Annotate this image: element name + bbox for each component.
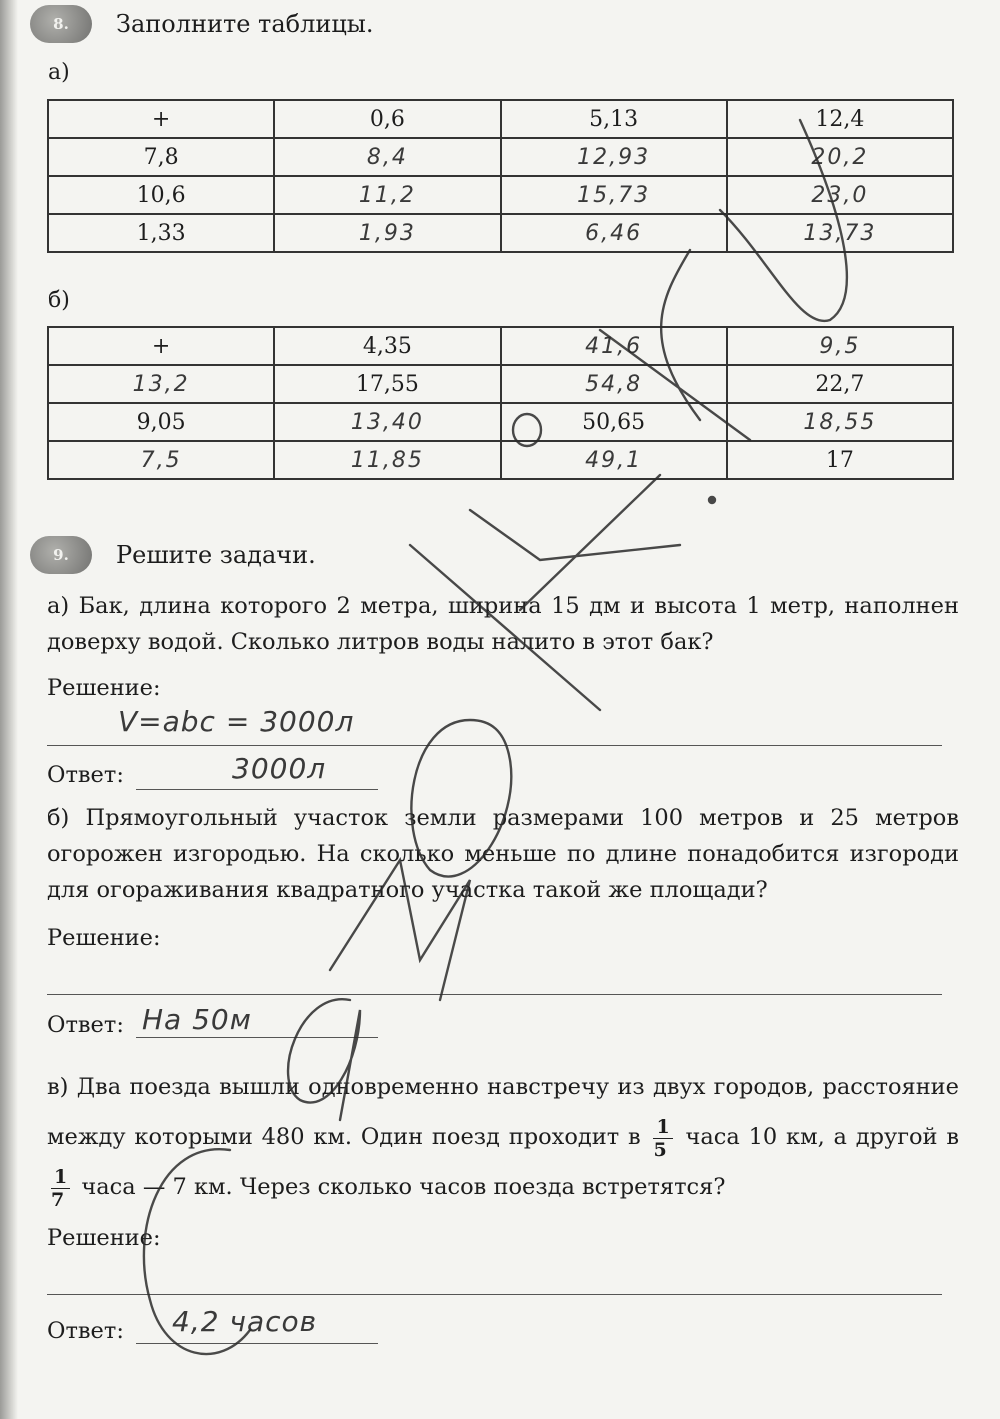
handwritten-cell: 49,1	[501, 441, 727, 479]
answer-handwriting-c: 4,2 часов	[172, 1305, 318, 1338]
table-cell: +	[48, 327, 274, 365]
solution-label-b: Решение:	[47, 925, 161, 951]
watermark-stroke	[720, 120, 847, 321]
answer-handwriting-b: На 50м	[142, 1003, 252, 1036]
table-cell: 17,55	[274, 365, 500, 403]
handwritten-cell: 41,6	[501, 327, 727, 365]
problem-c-text-part: часа — 7 км. Через сколько часов поезда встретятся?	[81, 1174, 726, 1200]
table-cell: 17	[727, 441, 953, 479]
problem-b-text: б) Прямоугольный участок земли размерами 100 метров и 25 метров огорожен изгородью. На сколько меньше по длине понадобится изгороди для огораживания квадратного участка такой же площади?	[47, 805, 959, 903]
table-cell: 22,7	[727, 365, 953, 403]
table-cell: 7,8	[48, 138, 274, 176]
watermark-stroke	[470, 510, 680, 560]
handwritten-cell: 18,55	[727, 403, 953, 441]
task-8b-label: б)	[48, 288, 70, 313]
handwritten-cell: 12,93	[501, 138, 727, 176]
handwritten-cell: 1,93	[274, 214, 500, 252]
watermark-stroke	[600, 330, 750, 440]
table-cell: 10,6	[48, 176, 274, 214]
handwritten-cell: 13,40	[274, 403, 500, 441]
fraction-denominator: 5	[653, 1138, 667, 1161]
handwritten-cell: 15,73	[501, 176, 727, 214]
handwritten-cell: 11,85	[274, 441, 500, 479]
table-cell: 1,33	[48, 214, 274, 252]
task-9-title: Решите задачи.	[116, 541, 316, 569]
solution-handwriting-a: V=abc = 3000л	[118, 705, 355, 738]
handwritten-cell: 13,73	[727, 214, 953, 252]
handwritten-cell: 9,5	[727, 327, 953, 365]
table-cell: 0,6	[274, 100, 500, 138]
watermark-stroke	[144, 1149, 250, 1354]
table-cell: 12,4	[727, 100, 953, 138]
handwritten-cell: 11,2	[274, 176, 500, 214]
handwritten-cell: 13,2	[48, 365, 274, 403]
answer-label-c: Ответ:	[47, 1318, 124, 1344]
watermark-stroke	[661, 250, 700, 420]
table-cell: +	[48, 100, 274, 138]
problem-a-text: а) Бак, длина которого 2 метра, ширина 15 дм и высота 1 метр, наполнен доверху водой. Сколько литров воды налито в этот бак?	[47, 593, 959, 655]
table-cell: 4,35	[274, 327, 500, 365]
table-cell: 9,05	[48, 403, 274, 441]
fraction-denominator: 7	[51, 1188, 65, 1211]
task-9-number-badge: 9.	[30, 536, 92, 574]
fraction-numerator: 1	[51, 1166, 70, 1189]
solution-label-a: Решение:	[47, 675, 161, 701]
task-8-title: Заполните таблицы.	[116, 10, 374, 38]
watermark-stroke	[520, 475, 660, 610]
table-cell: 50,65	[501, 403, 727, 441]
answer-handwriting-a: 3000л	[232, 752, 327, 785]
handwritten-cell: 8,4	[274, 138, 500, 176]
answer-label-a: Ответ:	[47, 762, 124, 788]
table-cell: 5,13	[501, 100, 727, 138]
watermark-stroke	[330, 860, 470, 1000]
watermark-stroke	[288, 999, 360, 1120]
handwritten-cell: 20,2	[727, 138, 953, 176]
solution-label-c: Решение:	[47, 1225, 161, 1251]
fraction-numerator: 1	[653, 1116, 672, 1139]
watermark-stroke	[411, 720, 511, 877]
watermark-stroke	[709, 497, 715, 503]
task-8-number-badge: 8.	[30, 5, 92, 43]
problem-c-text-part: в) Два поезда вышли одновременно навстречу из двух городов, расстояние между которыми 480 км. Один поезд проходит в	[47, 1074, 959, 1150]
watermark-stroke	[410, 545, 600, 710]
problem-c-text-part: часа 10 км, а другой в	[685, 1124, 960, 1150]
handwritten-cell: 23,0	[727, 176, 953, 214]
handwritten-cell: 6,46	[501, 214, 727, 252]
answer-label-b: Ответ:	[47, 1012, 124, 1038]
task-8a-label: а)	[48, 60, 70, 85]
handwritten-cell: 7,5	[48, 441, 274, 479]
watermark-stroke	[513, 414, 541, 446]
handwritten-cell: 54,8	[501, 365, 727, 403]
